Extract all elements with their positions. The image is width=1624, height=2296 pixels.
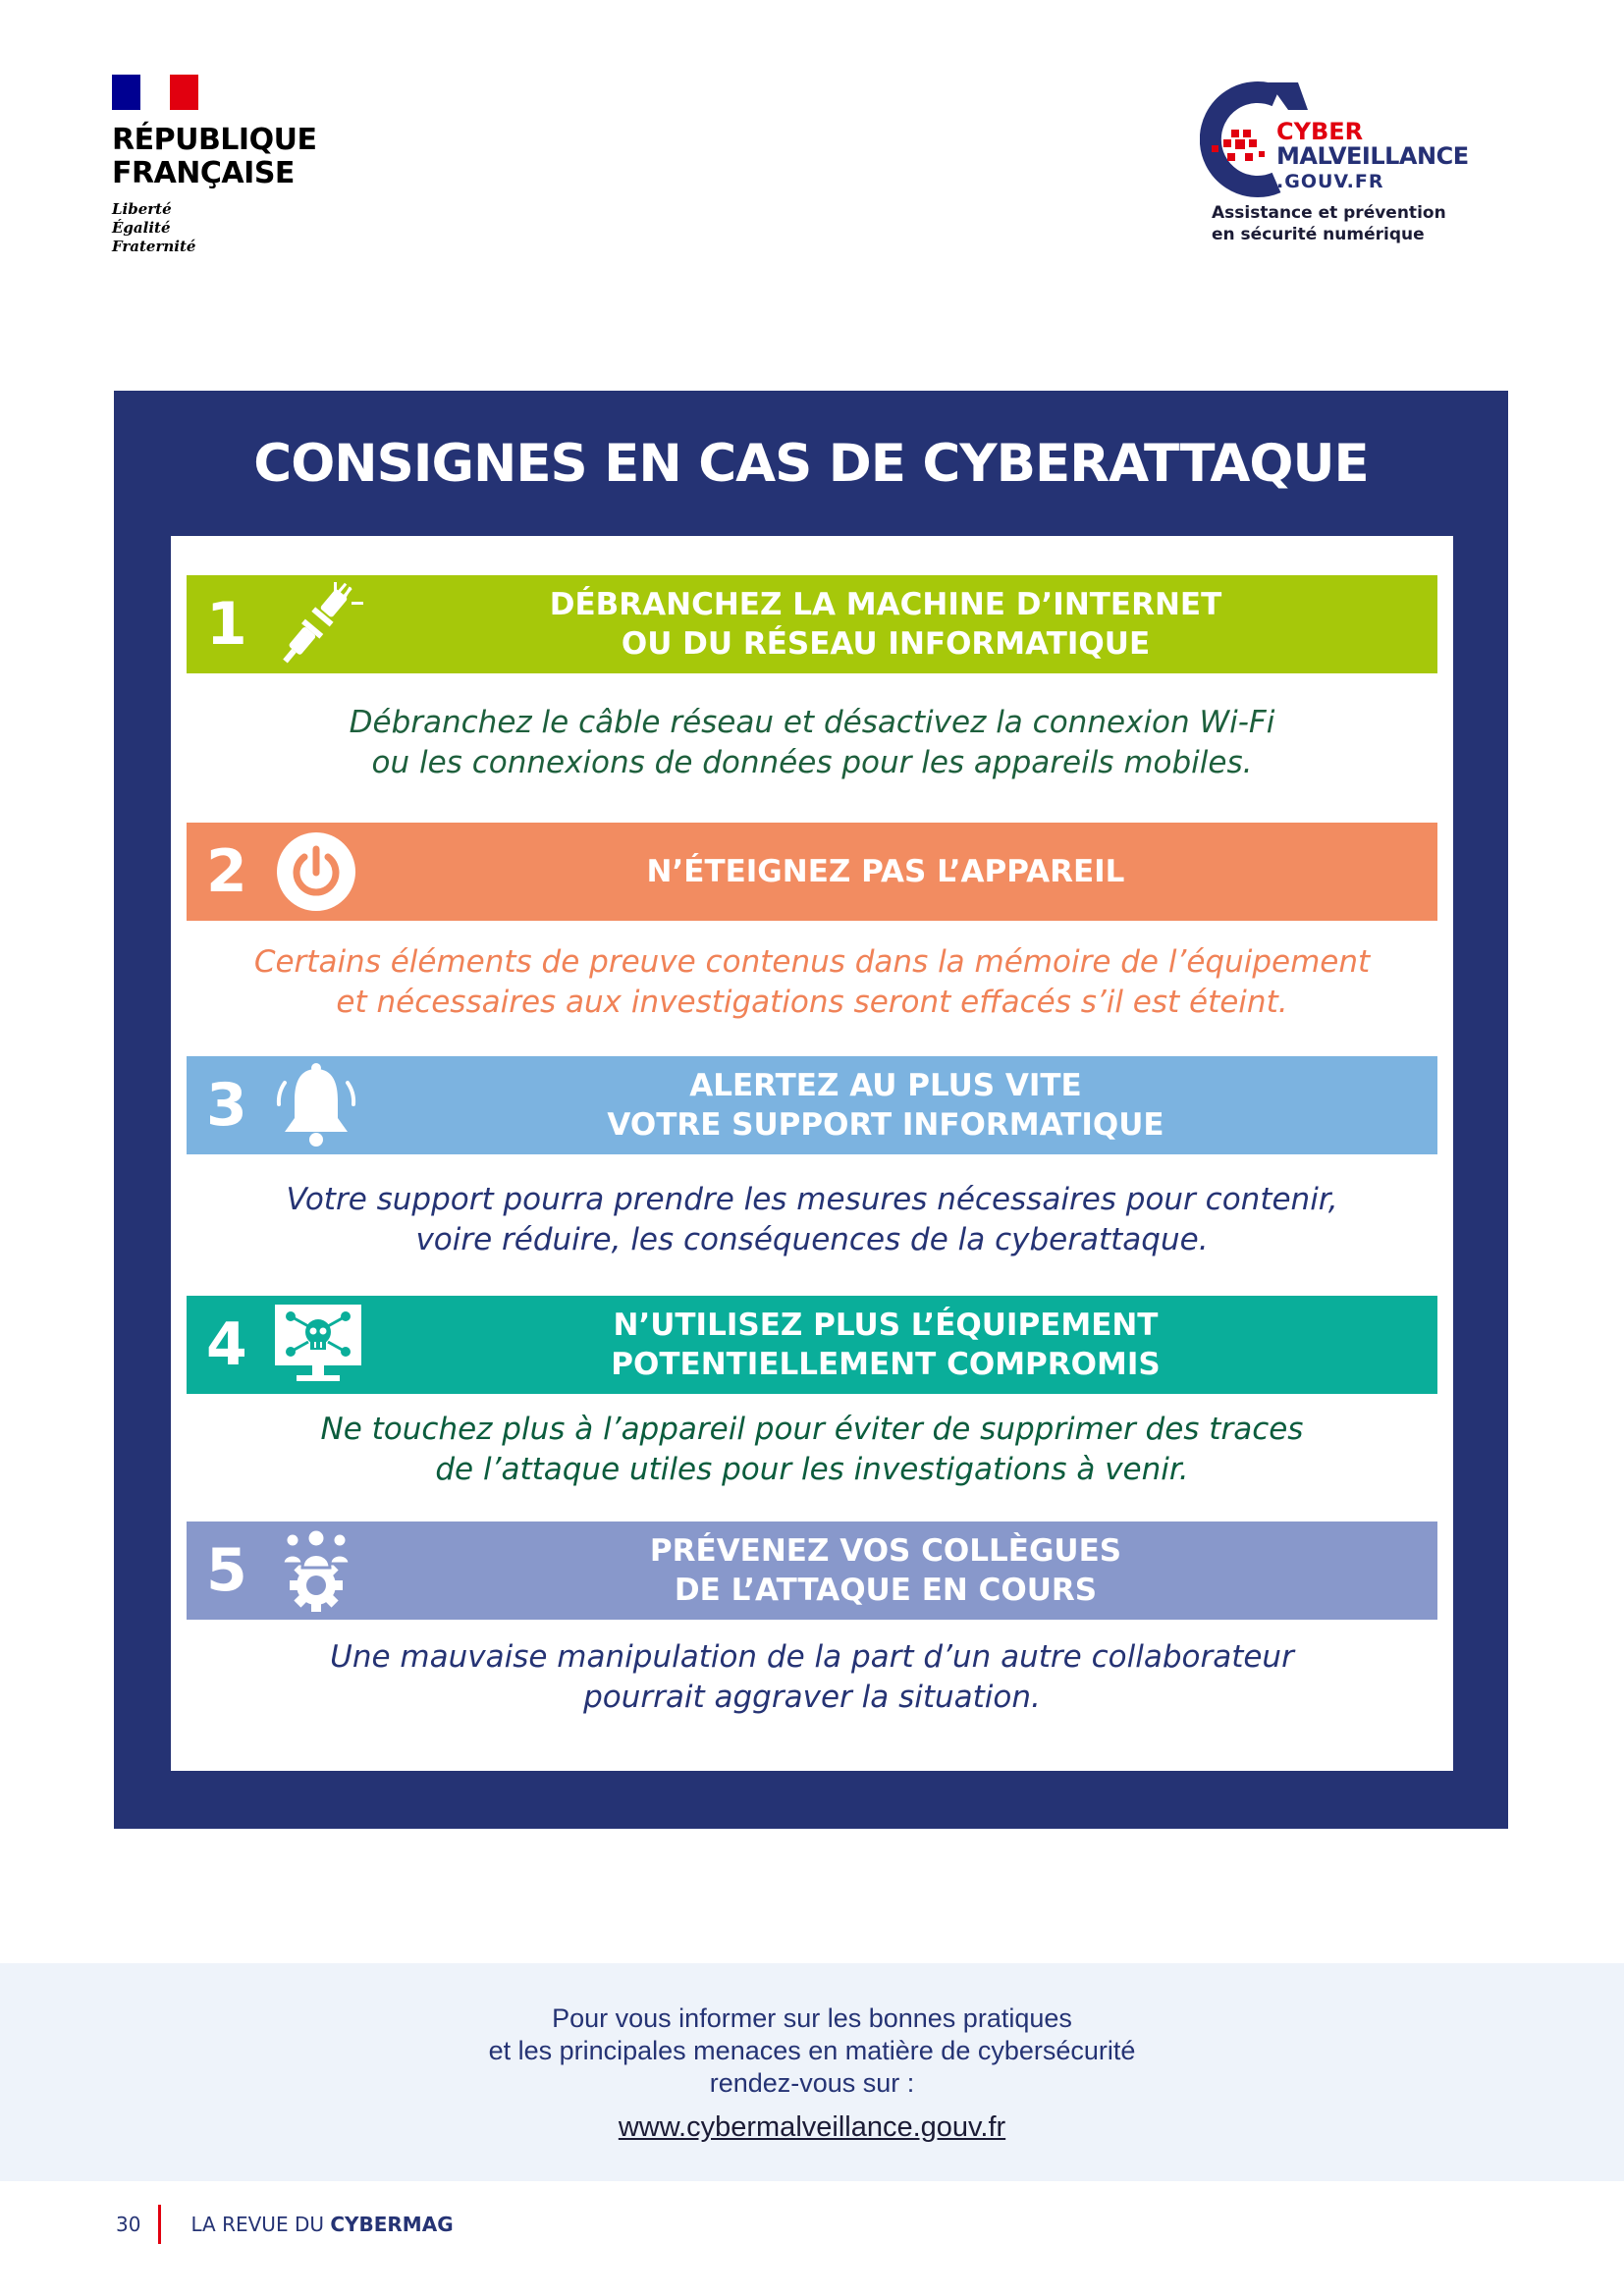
step-1-number: 1 bbox=[206, 590, 247, 659]
step-4-number: 4 bbox=[206, 1310, 247, 1379]
step-4-desc-line2: de l’attaque utiles pour les investigations à venir. bbox=[435, 1452, 1189, 1487]
step-2-description bbox=[187, 942, 1437, 1023]
step-1-description bbox=[187, 703, 1437, 783]
step-2-desc-line2: et nécessaires aux investigations seront effacés s’il est éteint. bbox=[336, 985, 1288, 1020]
step-3-number: 3 bbox=[206, 1071, 247, 1140]
french-flag-icon bbox=[112, 75, 198, 110]
step-3-banner bbox=[187, 1056, 1437, 1154]
revue-label bbox=[190, 2213, 453, 2236]
step-1-banner bbox=[187, 575, 1437, 673]
step-4-title-line2: POTENTIELLEMENT COMPROMIS bbox=[611, 1347, 1161, 1382]
page-footer bbox=[116, 2205, 454, 2244]
step-3-title-line2: VOTRE SUPPORT INFORMATIQUE bbox=[607, 1107, 1164, 1143]
republique-francaise-logo bbox=[112, 75, 348, 256]
footer-line-3: rendez-vous sur : bbox=[709, 2068, 915, 2098]
step-2-banner bbox=[187, 823, 1437, 921]
rf-name-line1: RÉPUBLIQUE bbox=[112, 123, 317, 157]
step-5-banner bbox=[187, 1522, 1437, 1620]
rf-motto-fraternite: Fraternité bbox=[112, 238, 196, 255]
footer-line-1: Pour vous informer sur les bonnes pratiques bbox=[552, 2003, 1072, 2033]
step-3-desc-line2: voire réduire, les conséquences de la cyberattaque. bbox=[415, 1222, 1209, 1257]
page-number: 30 bbox=[116, 2213, 141, 2236]
cybermalveillance-logo bbox=[1200, 75, 1494, 251]
rf-motto-egalite: Égalité bbox=[112, 219, 171, 237]
step-1-title-line2: OU DU RÉSEAU INFORMATIQUE bbox=[621, 626, 1151, 662]
footer-url-link[interactable]: www.cybermalveillance.gouv.fr bbox=[618, 2111, 1006, 2143]
step-3-title-line1: ALERTEZ AU PLUS VITE bbox=[689, 1068, 1082, 1103]
step-2-number: 2 bbox=[206, 837, 247, 906]
cm-tagline bbox=[1212, 202, 1496, 245]
step-1-title bbox=[334, 575, 1437, 673]
cm-word-gouvfr: .GOUV.FR bbox=[1276, 171, 1384, 192]
step-1-desc-line1: Débranchez le câble réseau et désactivez la connexion Wi-Fi bbox=[349, 705, 1275, 740]
step-5-number: 5 bbox=[206, 1536, 247, 1605]
cm-tagline-line2: en sécurité numérique bbox=[1212, 225, 1425, 244]
instructions-panel bbox=[171, 536, 1453, 1771]
step-3-desc-line1: Votre support pourra prendre les mesures nécessaires pour contenir, bbox=[286, 1182, 1338, 1217]
revue-prefix: LA REVUE DU bbox=[190, 2213, 324, 2236]
footer-line-2: et les principales menaces en matière de cybersécurité bbox=[488, 2036, 1136, 2065]
step-4-banner bbox=[187, 1296, 1437, 1394]
step-2-desc-line1: Certains éléments de preuve contenus dans la mémoire de l’équipement bbox=[253, 944, 1371, 980]
rf-name-line2: FRANÇAISE bbox=[112, 156, 295, 190]
rf-motto bbox=[112, 200, 348, 256]
step-3-title bbox=[334, 1056, 1437, 1154]
cm-word-malveillance: MALVEILLANCE bbox=[1276, 142, 1469, 170]
cyberattack-instructions-frame bbox=[114, 391, 1508, 1829]
page-title: CONSIGNES EN CAS DE CYBERATTAQUE bbox=[253, 434, 1369, 494]
step-5-description bbox=[187, 1637, 1437, 1718]
step-5-title-line2: DE L’ATTAQUE EN COURS bbox=[674, 1573, 1098, 1608]
step-4-description bbox=[187, 1410, 1437, 1490]
step-5-desc-line2: pourrait aggraver la situation. bbox=[583, 1680, 1041, 1715]
step-2-title-line1: N’ÉTEIGNEZ PAS L’APPAREIL bbox=[646, 854, 1125, 889]
step-5-title bbox=[334, 1522, 1437, 1620]
info-footer bbox=[0, 1963, 1624, 2181]
step-3-description bbox=[187, 1180, 1437, 1260]
step-4-title-line1: N’UTILISEZ PLUS L’ÉQUIPEMENT bbox=[613, 1308, 1159, 1343]
step-4-desc-line1: Ne touchez plus à l’appareil pour éviter de supprimer des traces bbox=[320, 1412, 1304, 1447]
page-footer-divider bbox=[158, 2205, 161, 2244]
step-5-desc-line1: Une mauvaise manipulation de la part d’un autre collaborateur bbox=[330, 1639, 1294, 1675]
cm-word-cyber: CYBER bbox=[1276, 118, 1364, 145]
step-1-title-line1: DÉBRANCHEZ LA MACHINE D’INTERNET bbox=[549, 587, 1222, 622]
revue-name: CYBERMAG bbox=[330, 2213, 454, 2236]
cm-tagline-line1: Assistance et prévention bbox=[1212, 203, 1446, 223]
step-2-title bbox=[334, 823, 1437, 921]
step-1-desc-line2: ou les connexions de données pour les appareils mobiles. bbox=[371, 745, 1253, 780]
rf-motto-liberte: Liberté bbox=[112, 200, 172, 218]
footer-text bbox=[0, 2002, 1624, 2100]
step-5-title-line1: PRÉVENEZ VOS COLLÈGUES bbox=[649, 1533, 1122, 1569]
step-4-title bbox=[334, 1296, 1437, 1394]
